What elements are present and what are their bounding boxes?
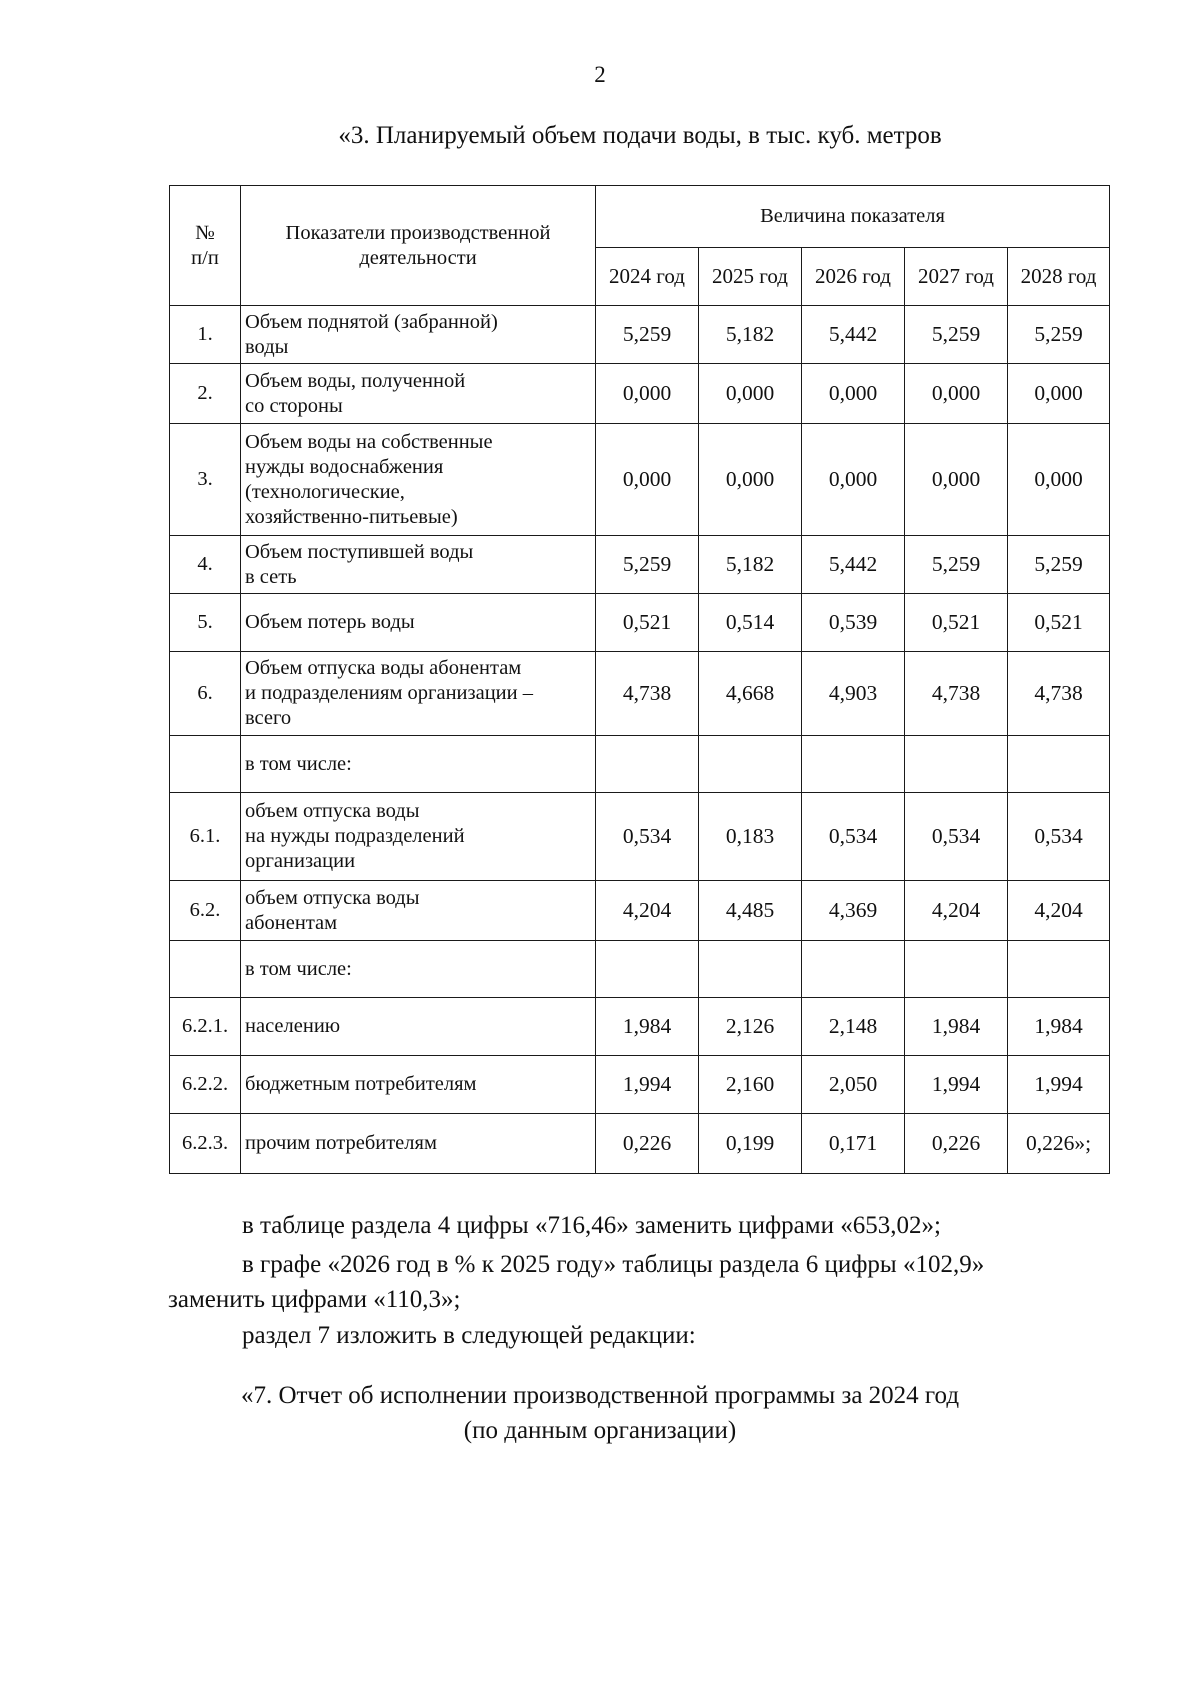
row-value: 0,226»; xyxy=(1008,1114,1110,1174)
paragraph-section-7-intro: раздел 7 изложить в следующей редакции: xyxy=(242,1322,696,1349)
paragraph-table-4-change: в таблице раздела 4 цифры «716,46» заменить цифрами «653,02»; xyxy=(242,1212,941,1239)
table-row xyxy=(170,536,1110,594)
row-number: 6.1. xyxy=(170,793,241,881)
row-value: 0,521 xyxy=(905,594,1008,652)
row-label: Объем потерь воды xyxy=(241,594,596,652)
row-value: 5,259 xyxy=(905,536,1008,594)
row-value: 5,442 xyxy=(802,306,905,364)
header-number: № п/п xyxy=(170,186,241,306)
row-value: 4,204 xyxy=(596,881,699,941)
row-value: 0,539 xyxy=(802,594,905,652)
row-number xyxy=(170,941,241,998)
row-value: 2,126 xyxy=(699,998,802,1056)
row-value: 1,994 xyxy=(1008,1056,1110,1114)
table-row xyxy=(170,736,1110,793)
row-value xyxy=(699,941,802,998)
row-value: 4,738 xyxy=(1008,652,1110,736)
row-value: 0,000 xyxy=(1008,424,1110,536)
row-value: 0,000 xyxy=(699,364,802,424)
table-row xyxy=(170,881,1110,941)
row-label: Объем отпуска воды абонентам и подразделениям организации – всего xyxy=(241,652,596,736)
table-row xyxy=(170,793,1110,881)
row-value: 0,226 xyxy=(596,1114,699,1174)
row-value xyxy=(905,736,1008,793)
row-value: 0,226 xyxy=(905,1114,1008,1174)
paragraph-table-6-change: в графе «2026 год в % к 2025 году» таблицы раздела 6 цифры «102,9» xyxy=(242,1251,985,1278)
table-row xyxy=(170,594,1110,652)
header-year: 2026 год xyxy=(802,248,905,306)
row-value xyxy=(699,736,802,793)
row-label: прочим потребителям xyxy=(241,1114,596,1174)
row-value: 4,738 xyxy=(905,652,1008,736)
row-number: 6.2.2. xyxy=(170,1056,241,1114)
paragraph-table-6-change-continued: заменить цифрами «110,3»; xyxy=(168,1286,461,1313)
row-value: 1,984 xyxy=(905,998,1008,1056)
row-label: в том числе: xyxy=(241,736,596,793)
row-label: населению xyxy=(241,998,596,1056)
row-value: 0,183 xyxy=(699,793,802,881)
row-value: 1,984 xyxy=(596,998,699,1056)
table-row xyxy=(170,1056,1110,1114)
header-year: 2028 год xyxy=(1008,248,1110,306)
row-value: 0,000 xyxy=(596,424,699,536)
row-value: 1,994 xyxy=(596,1056,699,1114)
row-number: 3. xyxy=(170,424,241,536)
row-value: 5,259 xyxy=(905,306,1008,364)
row-number: 5. xyxy=(170,594,241,652)
table-row xyxy=(170,941,1110,998)
section-7-title: «7. Отчет об исполнении производственной программы за 2024 год xyxy=(240,1382,960,1409)
row-value: 4,204 xyxy=(905,881,1008,941)
page-number: 2 xyxy=(594,62,606,87)
row-value xyxy=(1008,941,1110,998)
row-value: 0,171 xyxy=(802,1114,905,1174)
row-value: 0,000 xyxy=(1008,364,1110,424)
header-year: 2027 год xyxy=(905,248,1008,306)
row-value xyxy=(905,941,1008,998)
row-value: 5,182 xyxy=(699,306,802,364)
section-7-subtitle: (по данным организации) xyxy=(463,1417,737,1444)
row-value: 0,521 xyxy=(596,594,699,652)
row-value: 4,369 xyxy=(802,881,905,941)
row-value: 4,668 xyxy=(699,652,802,736)
row-value: 2,160 xyxy=(699,1056,802,1114)
table-row xyxy=(170,652,1110,736)
row-value: 4,485 xyxy=(699,881,802,941)
row-value: 0,521 xyxy=(1008,594,1110,652)
row-value: 0,000 xyxy=(905,424,1008,536)
row-label: Объем поднятой (забранной) воды xyxy=(241,306,596,364)
row-number xyxy=(170,736,241,793)
row-value: 5,259 xyxy=(596,306,699,364)
row-value xyxy=(802,736,905,793)
row-value: 5,259 xyxy=(1008,306,1110,364)
row-label: объем отпуска воды на нужды подразделений организации xyxy=(241,793,596,881)
row-value: 5,259 xyxy=(596,536,699,594)
row-value: 0,199 xyxy=(699,1114,802,1174)
water-supply-table xyxy=(169,185,1110,1174)
row-value: 4,738 xyxy=(596,652,699,736)
table-row xyxy=(170,424,1110,536)
row-value: 0,000 xyxy=(905,364,1008,424)
table-row xyxy=(170,998,1110,1056)
header-indicator-value: Величина показателя xyxy=(596,186,1110,248)
row-label: Объем воды, полученной со стороны xyxy=(241,364,596,424)
row-value: 1,994 xyxy=(905,1056,1008,1114)
row-label: Объем воды на собственные нужды водоснабжения (технологические, хозяйственно-питьевые) xyxy=(241,424,596,536)
table-row xyxy=(170,1114,1110,1174)
row-value: 0,000 xyxy=(596,364,699,424)
section-title: «3. Планируемый объем подачи воды, в тыс. куб. метров xyxy=(338,122,942,149)
row-value xyxy=(1008,736,1110,793)
table-row xyxy=(170,364,1110,424)
row-value: 4,204 xyxy=(1008,881,1110,941)
header-indicator: Показатели производственной деятельности xyxy=(241,186,596,306)
row-number: 6. xyxy=(170,652,241,736)
header-year: 2025 год xyxy=(699,248,802,306)
header-year: 2024 год xyxy=(596,248,699,306)
row-value: 2,148 xyxy=(802,998,905,1056)
row-number: 4. xyxy=(170,536,241,594)
row-number: 2. xyxy=(170,364,241,424)
row-value: 5,182 xyxy=(699,536,802,594)
row-value: 2,050 xyxy=(802,1056,905,1114)
row-value: 0,534 xyxy=(905,793,1008,881)
row-number: 6.2. xyxy=(170,881,241,941)
row-value: 1,984 xyxy=(1008,998,1110,1056)
row-value xyxy=(596,941,699,998)
row-number: 6.2.1. xyxy=(170,998,241,1056)
row-label: бюджетным потребителям xyxy=(241,1056,596,1114)
row-label: объем отпуска воды абонентам xyxy=(241,881,596,941)
row-value: 5,442 xyxy=(802,536,905,594)
row-value: 0,534 xyxy=(802,793,905,881)
row-value: 0,000 xyxy=(699,424,802,536)
row-value: 0,000 xyxy=(802,364,905,424)
row-label: в том числе: xyxy=(241,941,596,998)
row-value xyxy=(802,941,905,998)
row-label: Объем поступившей воды в сеть xyxy=(241,536,596,594)
row-number: 1. xyxy=(170,306,241,364)
row-value: 0,534 xyxy=(1008,793,1110,881)
row-value xyxy=(596,736,699,793)
row-value: 0,514 xyxy=(699,594,802,652)
row-value: 0,534 xyxy=(596,793,699,881)
row-value: 4,903 xyxy=(802,652,905,736)
row-value: 5,259 xyxy=(1008,536,1110,594)
row-number: 6.2.3. xyxy=(170,1114,241,1174)
row-value: 0,000 xyxy=(802,424,905,536)
table-row xyxy=(170,306,1110,364)
